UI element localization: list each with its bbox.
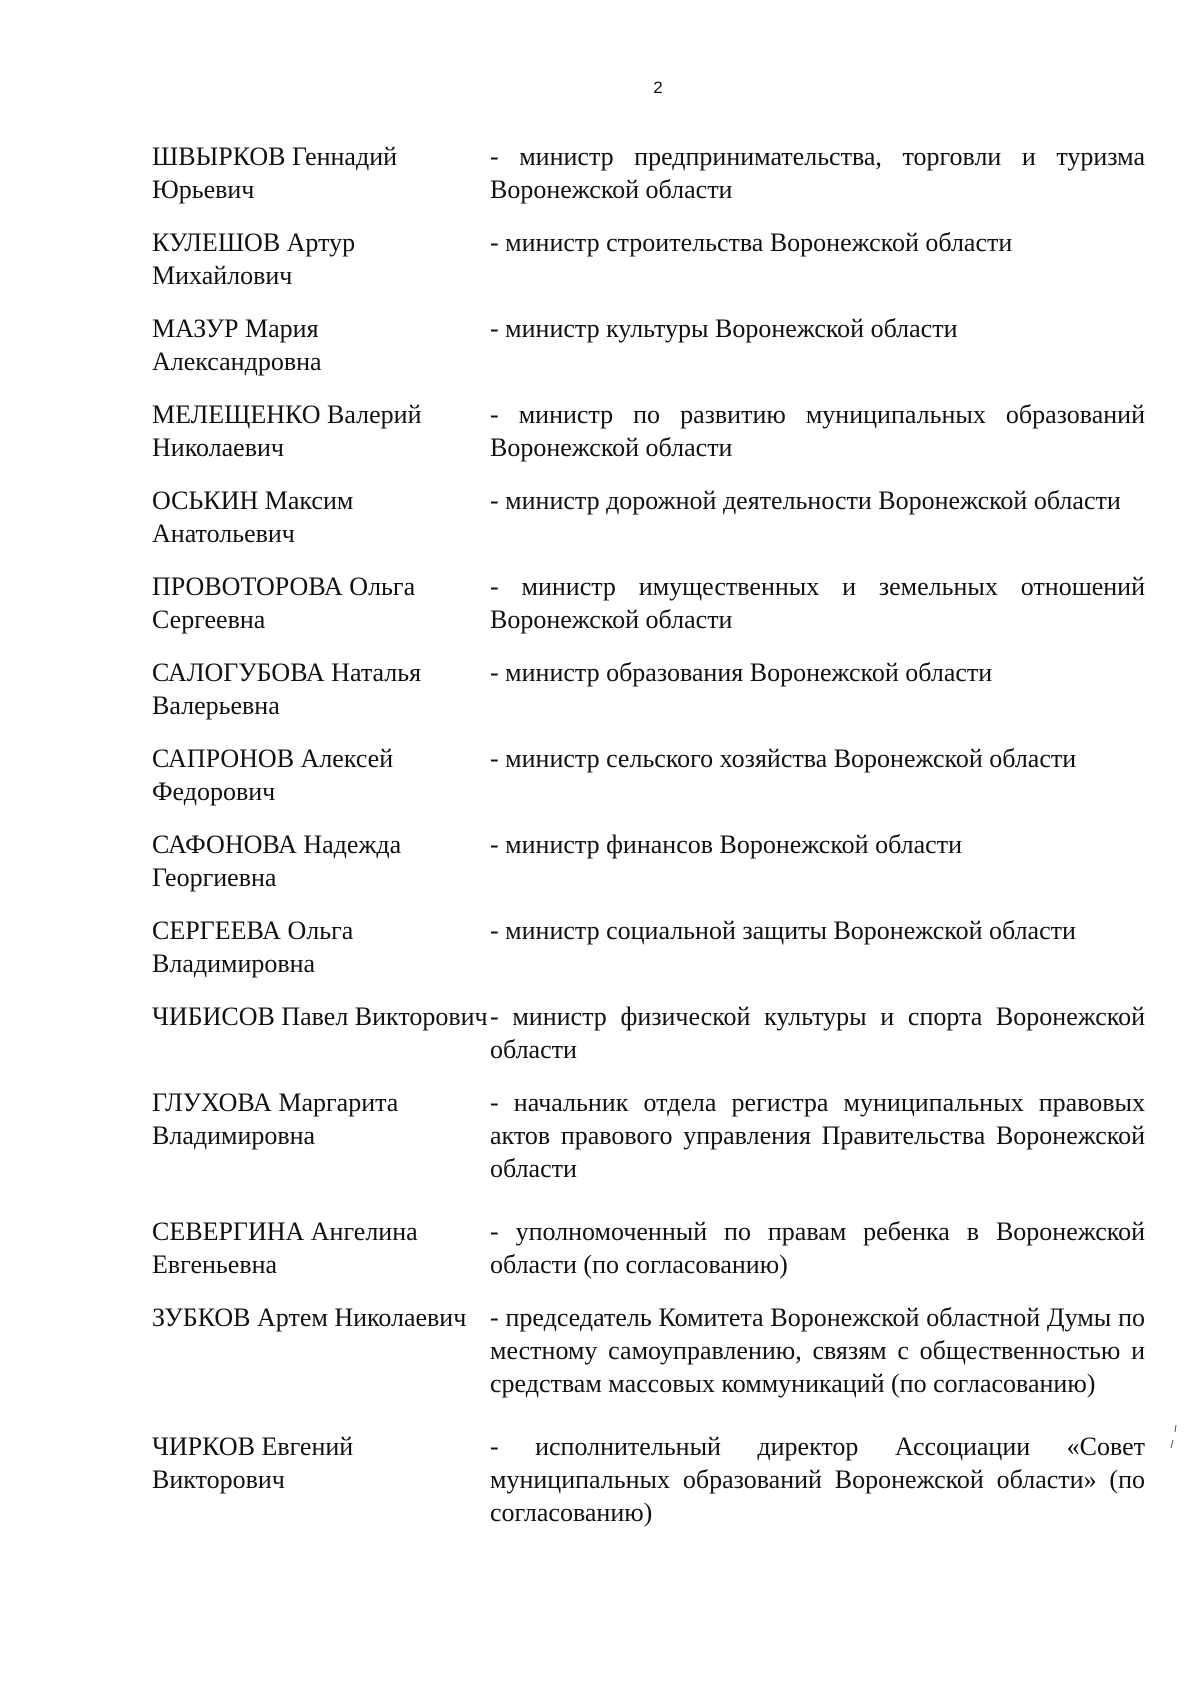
member-position: - исполнительный директор Ассоциации «Совет муниципальных образований Воронежской области» (по согласованию) <box>490 1432 1145 1527</box>
member-position: - начальник отдела регистра муниципальных правовых актов правового управления Правительства Воронежской области <box>490 1088 1145 1183</box>
member-entry <box>150 742 1150 808</box>
member-name: ЧИРКОВ Евгений Викторович <box>152 1432 354 1494</box>
member-name: СЕРГЕЕВА Ольга Владимировна <box>152 916 354 978</box>
member-entry <box>150 1086 1150 1185</box>
page-number: 2 <box>653 78 663 97</box>
member-name: ШВЫРКОВ Геннадий Юрьевич <box>152 142 398 204</box>
member-position: - министр имущественных и земельных отношений Воронежской области <box>490 572 1145 634</box>
member-position: - министр социальной защиты Воронежской области <box>490 916 1076 945</box>
member-name: МАЗУР Мария Александровна <box>152 314 322 376</box>
member-position: - министр по развитию муниципальных образований Воронежской области <box>490 400 1145 462</box>
member-name: САПРОНОВ Алексей Федорович <box>152 744 394 806</box>
member-entry <box>150 140 1150 206</box>
member-entry <box>150 226 1150 292</box>
member-name: САЛОГУБОВА Наталья Валерьевна <box>152 658 422 720</box>
member-entry <box>150 398 1150 464</box>
member-entry <box>150 656 1150 722</box>
member-entry <box>150 914 1150 980</box>
member-entry <box>150 1215 1150 1281</box>
member-name: МЕЛЕЩЕНКО Валерий Николаевич <box>152 400 422 462</box>
member-name: СЕВЕРГИНА Ангелина Евгеньевна <box>152 1217 418 1279</box>
member-entry <box>150 570 1150 636</box>
member-name: ПРОВОТОРОВА Ольга Сергеевна <box>152 572 416 634</box>
member-entry <box>150 1301 1150 1400</box>
member-position: - министр сельского хозяйства Воронежской области <box>490 744 1077 773</box>
member-name: ЧИБИСОВ Павел Викторович <box>152 1002 488 1031</box>
member-list <box>150 140 1150 1549</box>
member-entry <box>150 828 1150 894</box>
member-position: - уполномоченный по правам ребенка в Воронежской области (по согласованию) <box>490 1217 1145 1279</box>
member-position: - министр дорожной деятельности Воронежской области <box>490 486 1121 515</box>
member-name: ГЛУХОВА Маргарита Владимировна <box>152 1088 399 1150</box>
member-entry <box>150 1430 1150 1529</box>
member-entry <box>150 312 1150 378</box>
member-name: ОСЬКИН Максим Анатольевич <box>152 486 354 548</box>
member-position: - министр предпринимательства, торговли и туризма Воронежской области <box>490 142 1145 204</box>
margin-pen-mark <box>1170 1424 1178 1452</box>
member-position: - министр строительства Воронежской области <box>490 228 1013 257</box>
member-position: - председатель Комитета Воронежской областной Думы по местному самоуправлению, связям с общественностью и средствам массовых коммуникаций (по согласованию) <box>490 1303 1145 1398</box>
member-position: - министр образования Воронежской области <box>490 658 993 687</box>
member-name: КУЛЕШОВ Артур Михайлович <box>152 228 356 290</box>
member-name: ЗУБКОВ Артем Николаевич <box>152 1303 467 1332</box>
member-name: САФОНОВА Надежда Георгиевна <box>152 830 402 892</box>
member-position: - министр финансов Воронежской области <box>490 830 962 859</box>
member-entry <box>150 1000 1150 1066</box>
member-position: - министр культуры Воронежской области <box>490 314 958 343</box>
member-entry <box>150 484 1150 550</box>
member-position: - министр физической культуры и спорта Воронежской области <box>490 1002 1145 1064</box>
